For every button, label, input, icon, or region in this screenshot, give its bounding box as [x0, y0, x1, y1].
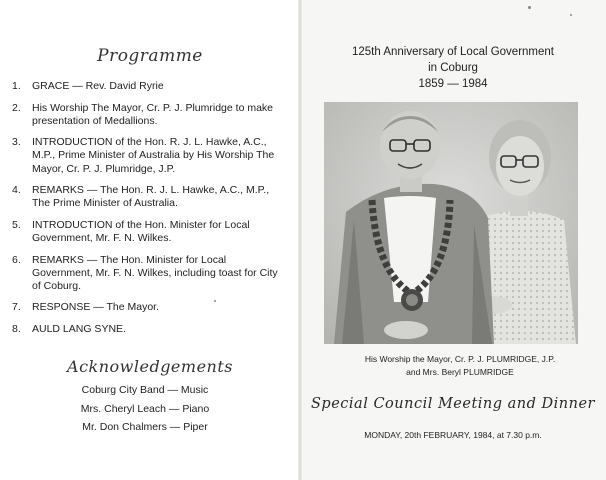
- programme-item-number: 1.: [12, 80, 21, 92]
- programme-item: [12, 254, 282, 294]
- heading-line: 125th Anniversary of Local Government: [351, 46, 554, 58]
- programme-item-number: 2.: [12, 101, 21, 114]
- heading-line: in Coburg: [428, 62, 478, 75]
- programme-item: [12, 184, 282, 210]
- programme-item-number: 6.: [12, 253, 21, 266]
- acknowledgement-item: Mrs. Cheryl Leach — Piano: [80, 402, 210, 415]
- programme-item: [12, 219, 282, 245]
- programme-item-number: 5.: [12, 218, 21, 231]
- programme-item: [12, 136, 282, 176]
- mayor-portrait-photo: [324, 102, 578, 344]
- programme-item-text: REMARKS — The Hon. R. J. L. Hawke, A.C., M.P., The Prime Minister of Australia.: [32, 184, 270, 210]
- programme-item-text: GRACE — Rev. David Ryrie: [32, 80, 164, 92]
- programme-item: [12, 102, 282, 128]
- programme-item-text: RESPONSE — The Mayor.: [32, 301, 160, 314]
- acknowledgements-list: [0, 381, 290, 437]
- programme-title: Programme: [97, 46, 203, 66]
- programme-item: [12, 323, 282, 336]
- acknowledgement-item: Coburg City Band — Music: [81, 384, 209, 396]
- programme-item-text: His Worship The Mayor, Cr. P. J. Plumridge to make presentation of Medallions.: [32, 101, 274, 127]
- programme-item: [12, 80, 282, 93]
- programme-item-number: 4.: [12, 184, 21, 197]
- programme-item: [12, 301, 282, 314]
- anniversary-heading: [300, 44, 606, 93]
- photo-caption: [340, 353, 580, 378]
- programme-item-text: INTRODUCTION of the Hon. Minister for Local Government, Mr. F. N. Wilkes.: [32, 218, 250, 245]
- paper-speck: [570, 14, 572, 16]
- caption-line: and Mrs. Beryl PLUMRIDGE: [406, 366, 514, 377]
- caption-line: His Worship the Mayor, Cr. P. J. PLUMRIDGE, J.P.: [364, 354, 556, 364]
- programme-list: [12, 80, 282, 344]
- event-title: Special Council Meeting and Dinner: [311, 396, 595, 412]
- acknowledgement-item: Mr. Don Chalmers — Piper: [82, 421, 208, 433]
- programme-item-text: AULD LANG SYNE.: [32, 322, 126, 335]
- acknowledgements-title: Acknowledgements: [67, 357, 233, 376]
- event-date: MONDAY, 20th FEBRUARY, 1984, at 7.30 p.m.: [364, 430, 542, 440]
- paper-speck: [214, 300, 216, 302]
- programme-item-text: REMARKS — The Hon. Minister for Local Government, Mr. F. N. Wilkes, including toast for City of Coburg.: [32, 253, 278, 292]
- paper-speck: [528, 6, 531, 9]
- programme-item-number: 3.: [12, 136, 21, 149]
- heading-line: 1859 — 1984: [418, 78, 488, 91]
- programme-item-text: INTRODUCTION of the Hon. R. J. L. Hawke, A.C., M.P., Prime Minister of Australia by His Worship The Mayor, Cr. P. J. Plumridge, J.P.: [32, 136, 275, 175]
- programme-item-number: 7.: [12, 301, 21, 314]
- programme-item-number: 8.: [12, 322, 21, 335]
